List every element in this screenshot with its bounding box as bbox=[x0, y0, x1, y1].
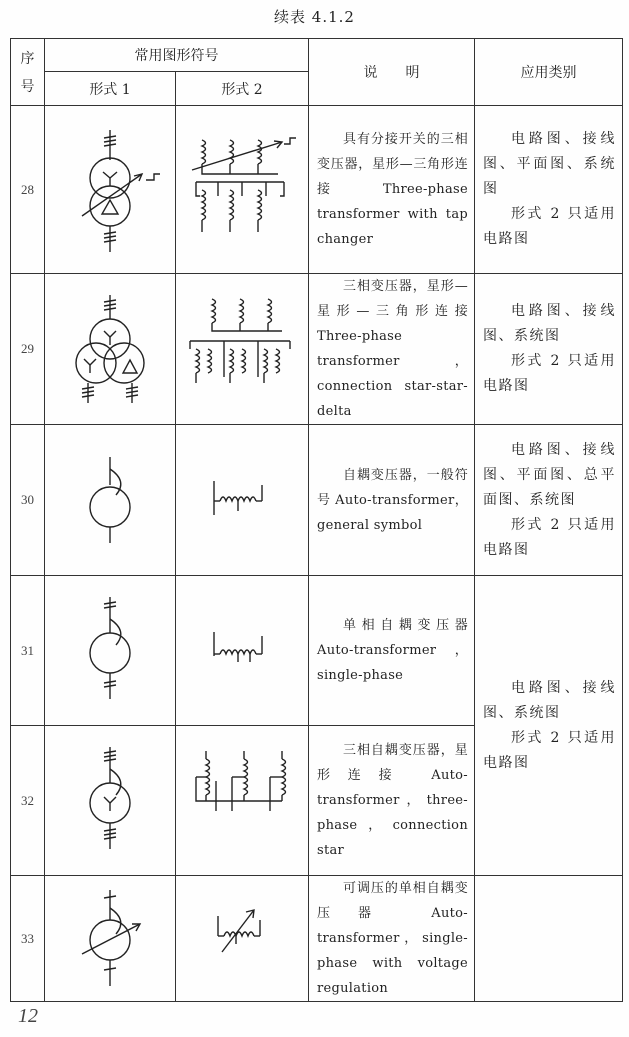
transformer-tap-changer-form2-symbol bbox=[176, 106, 309, 274]
row-application: 电路图、接线图、平面图、总平面图、系统图 形式 2 只适用电路图 bbox=[475, 425, 623, 576]
row-number: 33 bbox=[11, 876, 45, 1002]
row-application-empty bbox=[475, 876, 623, 1002]
row-number: 28 bbox=[11, 106, 45, 274]
row-description: 具有分接开关的三相变压器，星形—三角形连接 Three-phase transformer with tap changer bbox=[309, 106, 475, 274]
header-form1: 形式 1 bbox=[45, 72, 176, 106]
single-phase-auto-transformer-form2-symbol bbox=[176, 576, 309, 726]
table-row bbox=[11, 274, 623, 425]
single-phase-auto-transformer-form1-symbol bbox=[45, 576, 176, 726]
variable-auto-transformer-form1-symbol bbox=[45, 876, 176, 1002]
row-description: 单相自耦变压器 Auto-transformer，single-phase bbox=[309, 576, 475, 726]
row-application: 电路图、接线图、系统图 形式 2 只适用电路图 bbox=[475, 274, 623, 425]
three-phase-auto-transformer-form2-symbol bbox=[176, 726, 309, 876]
row-number: 30 bbox=[11, 425, 45, 576]
header-seq: 序 号 bbox=[11, 39, 45, 106]
auto-transformer-form2-symbol bbox=[176, 425, 309, 576]
three-winding-transformer-form2-symbol bbox=[176, 274, 309, 425]
table-row bbox=[11, 876, 623, 1002]
row-number: 32 bbox=[11, 726, 45, 876]
row-description: 三相变压器，星形—星形—三角形连接 Three-phase transformer，connection star-star-delta bbox=[309, 274, 475, 425]
three-phase-auto-transformer-form1-symbol bbox=[45, 726, 176, 876]
table-row bbox=[11, 106, 623, 274]
header-application: 应用类别 bbox=[475, 39, 623, 106]
row-description: 可调压的单相自耦变压器 Auto-transformer，single-phase with voltage regulation bbox=[309, 876, 475, 1002]
header-symbol-group: 常用图形符号 bbox=[45, 39, 309, 72]
variable-auto-transformer-form2-symbol bbox=[176, 876, 309, 1002]
symbol-table bbox=[10, 38, 623, 1002]
header-form2: 形式 2 bbox=[176, 72, 309, 106]
auto-transformer-form1-symbol bbox=[45, 425, 176, 576]
transformer-tap-changer-form1-symbol bbox=[45, 106, 176, 274]
table-caption: 续表 4.1.2 bbox=[274, 8, 355, 26]
table-row bbox=[11, 425, 623, 576]
row-application: 电路图、接线图、平面图、系统图 形式 2 只适用电路图 bbox=[475, 106, 623, 274]
row-application: 电路图、接线图、系统图 形式 2 只适用电路图 bbox=[475, 576, 623, 876]
row-description: 三相自耦变压器，星形连接 Auto-transformer，three-phase，connection star bbox=[309, 726, 475, 876]
header-description: 说 明 bbox=[309, 39, 475, 106]
table-row bbox=[11, 576, 623, 726]
row-number: 31 bbox=[11, 576, 45, 726]
row-description: 自耦变压器，一般符号 Auto-transformer，general symbol bbox=[309, 425, 475, 576]
three-winding-transformer-form1-symbol bbox=[45, 274, 176, 425]
page-number: 12 bbox=[18, 1005, 38, 1027]
row-number: 29 bbox=[11, 274, 45, 425]
